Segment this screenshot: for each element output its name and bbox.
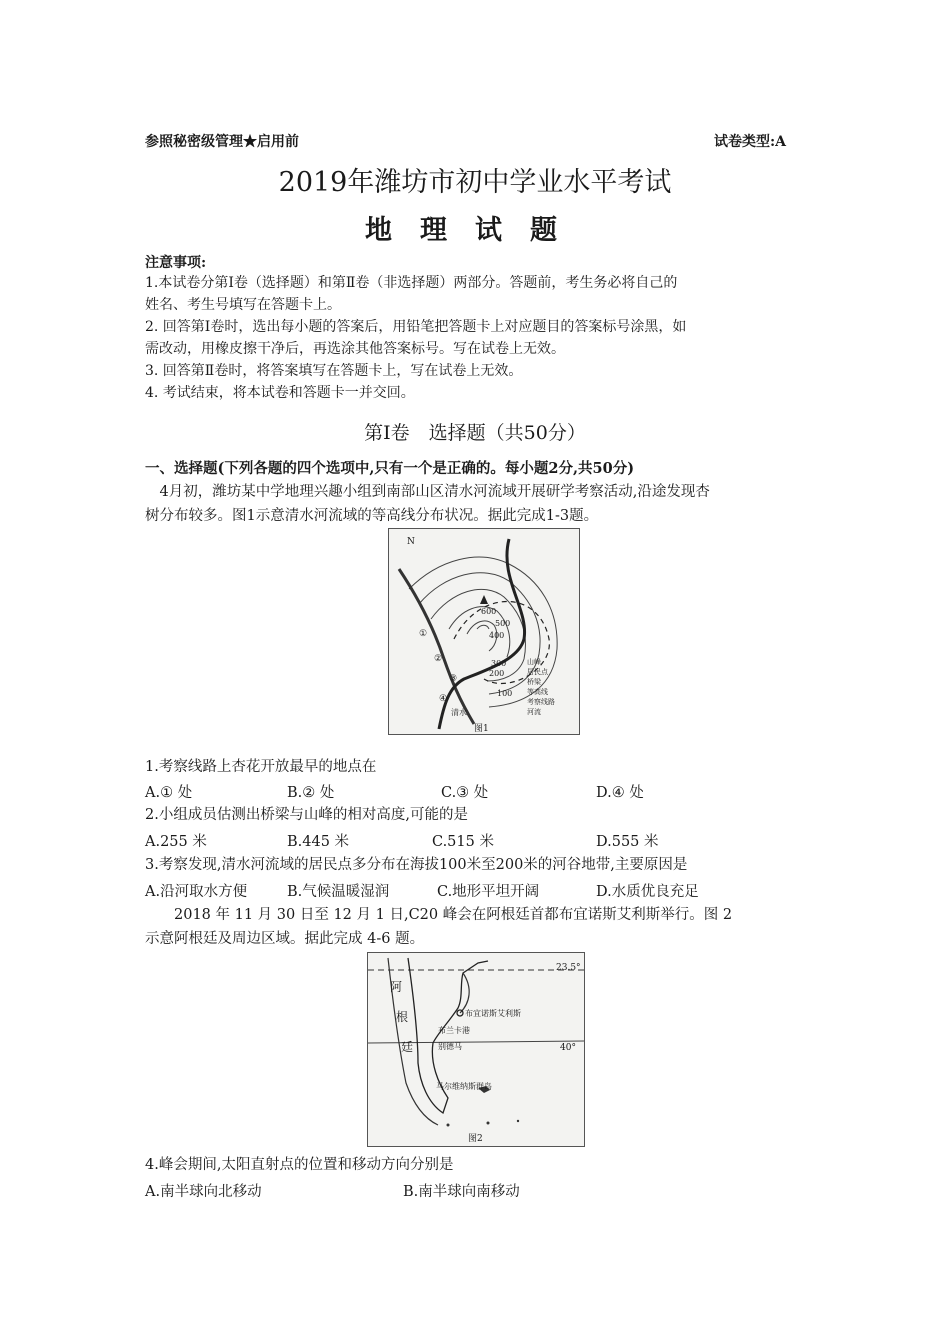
river-label: 清水 [451,708,467,717]
figure-1-caption: 图1 [474,724,489,734]
legend-item: 山峰 [527,658,541,666]
option-b: B.南半球向南移动 [403,1184,520,1200]
country-char: 根 [396,1010,409,1024]
legend-item: 河流 [527,708,541,716]
contour-label: 500 [495,619,511,628]
contour-label: 600 [481,607,497,616]
latitude-label: 23.5° [556,963,581,973]
point-label: ① [419,629,428,639]
question-3: 3.考察发现,清水河流域的居民点多分布在海拔100米至200米的河谷地带,主要原因是 [145,857,688,873]
option-a: A.① 处 [145,785,193,801]
north-arrow-label: N [407,537,415,547]
point-label: ④ [439,694,448,704]
country-char: 阿 [390,980,403,994]
point-label: ② [434,654,443,664]
note-line: 1.本试卷分第Ⅰ卷（选择题）和第Ⅱ卷（非选择题）两部分。答题前，考生务必将自己的 [145,275,678,291]
option-a: A.南半球向北移动 [145,1184,262,1200]
contour-label: 100 [497,689,513,698]
option-a: A.255 米 [145,834,207,850]
legend-item: 居民点 [527,668,548,676]
contour-label: 400 [489,631,505,640]
option-c: C.地形平坦开阔 [437,884,540,900]
country-char: 廷 [401,1040,414,1054]
option-c: C.515 米 [432,834,494,850]
city-label: 布宜诺斯艾利斯 [465,1009,521,1018]
question-1: 1.考察线路上杏花开放最早的地点在 [145,759,377,775]
question-4: 4.峰会期间,太阳直射点的位置和移动方向分别是 [145,1157,454,1173]
latitude-label: 40° [560,1043,576,1053]
intro-line: 示意阿根廷及周边区域。据此完成 4-6 题。 [145,931,425,947]
city-label: 别德马 [438,1042,462,1051]
legend-item: 考察线路 [527,698,555,706]
note-line: 4. 考试结束，将本试卷和答题卡一并交回。 [145,385,415,401]
question-2: 2.小组成员估测出桥梁与山峰的相对高度,可能的是 [145,807,468,823]
note-line: 3. 回答第Ⅱ卷时，将答案填写在答题卡上，写在试卷上无效。 [145,363,523,379]
legend-item: 桥梁 [527,678,541,686]
figure-2-argentina-map [367,952,585,1147]
option-c: C.③ 处 [441,785,489,801]
option-d: D.④ 处 [596,785,644,801]
option-b: B.② 处 [287,785,335,801]
figure-1-contour-map [388,528,580,735]
intro-line: 树分布较多。图1示意清水河流域的等高线分布状况。据此完成1-3题。 [145,508,599,524]
islands-label: 马尔维纳斯群岛 [436,1082,492,1091]
option-d: D.水质优良充足 [596,884,699,900]
figure-2-caption: 图2 [468,1134,483,1144]
part-heading: 一、选择题(下列各题的四个选项中,只有一个是正确的。每小题2分,共50分) [145,460,635,477]
section-heading: 第Ⅰ卷 选择题（共50分） [364,422,586,444]
contour-label: 200 [489,669,505,678]
note-line: 需改动，用橡皮擦干净后，再选涂其他答案标号。写在试卷上无效。 [145,341,565,357]
paper-type-label: 试卷类型:A [714,134,787,150]
option-d: D.555 米 [596,834,659,850]
subject-title: 地理试题 [365,215,585,246]
option-b: B.445 米 [287,834,350,850]
confidential-label: 参照秘密级管理★启用前 [145,134,299,150]
note-line: 姓名、考生号填写在答题卡上。 [145,297,341,313]
legend-item: 等高线 [527,688,548,696]
contour-label: 300 [491,659,507,668]
city-label: 布兰卡港 [438,1026,470,1035]
point-label: ③ [449,674,458,684]
intro-line: 4月初，潍坊某中学地理兴趣小组到南部山区清水河流域开展研学考察活动,沿途发现杏 [145,484,710,500]
intro-line: 2018 年 11 月 30 日至 12 月 1 日,C20 峰会在阿根廷首都布宜诺斯艾利斯举行。图 2 [145,907,733,923]
map-legend [527,657,555,717]
notes-heading: 注意事项: [145,255,207,271]
option-a: A.沿河取水方便 [145,884,248,900]
note-line: 2. 回答第Ⅰ卷时，选出每小题的答案后，用铅笔把答题卡上对应题目的答案标号涂黑，如 [145,319,687,335]
option-b: B.气候温暖湿润 [287,884,390,900]
exam-title: 2019年潍坊市初中学业水平考试 [278,167,672,198]
